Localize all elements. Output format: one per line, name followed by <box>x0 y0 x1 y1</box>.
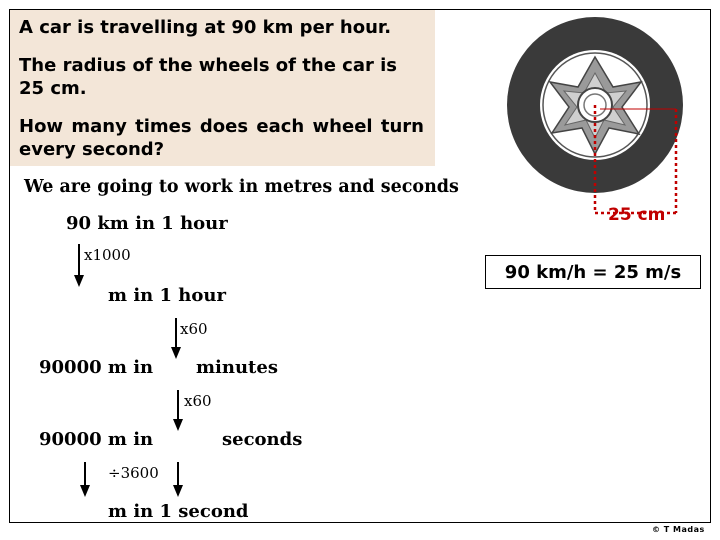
question-line-speed: A car is travelling at 90 km per hour. <box>19 17 392 38</box>
step-5: m in 1 second <box>108 501 249 522</box>
copyright-notice: © T Madas <box>652 525 705 534</box>
down-arrow-icon <box>80 462 90 498</box>
result-text: 90 km/h = 25 m/s <box>504 261 682 283</box>
down-arrow-icon <box>74 244 84 288</box>
step-4-unit: seconds <box>222 429 303 450</box>
question-line-radius: The radius of the wheels of the car is 25 cm. <box>19 55 398 99</box>
question-line-ask: How many times does each wheel turn every second? <box>19 116 424 160</box>
radius-label: 25 cm <box>608 205 666 225</box>
down-arrow-icon <box>171 318 181 360</box>
result-box <box>485 255 701 289</box>
down-arrow-icon <box>173 390 183 432</box>
step-4-quantity: 90000 m in <box>39 429 154 450</box>
step-2: m in 1 hour <box>108 285 226 306</box>
working-title: We are going to work in metres and seconds <box>24 177 459 197</box>
multiplier-1000: x1000 <box>84 246 131 264</box>
step-3-unit: minutes <box>196 357 278 378</box>
multiplier-60-second: x60 <box>184 392 212 410</box>
divisor-3600: ÷3600 <box>108 464 159 482</box>
step-1: 90 km in 1 hour <box>66 213 228 234</box>
wheel-diagram <box>500 15 705 217</box>
step-3-quantity: 90000 m in <box>39 357 154 378</box>
multiplier-60-first: x60 <box>180 320 208 338</box>
down-arrow-icon <box>173 462 183 498</box>
